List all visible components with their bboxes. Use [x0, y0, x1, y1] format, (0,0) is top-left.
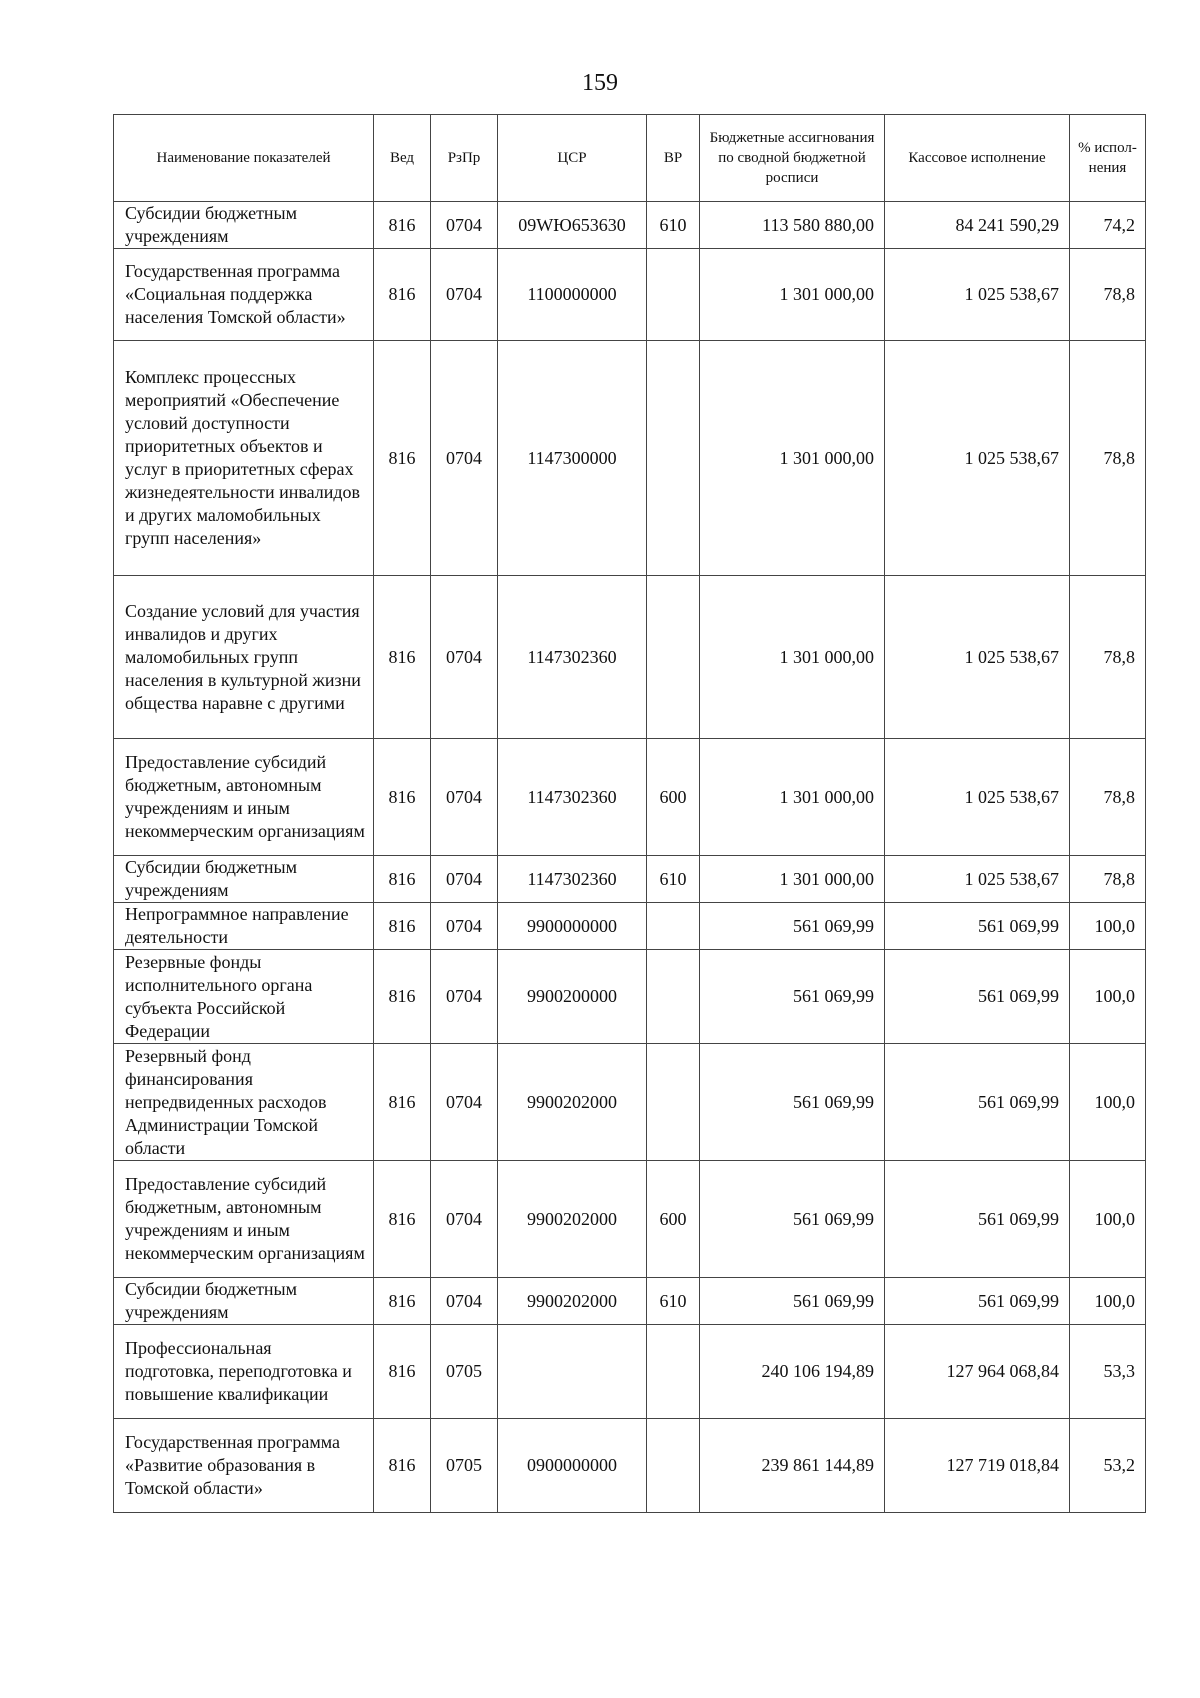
row-rzpr: 0704	[431, 903, 498, 950]
row-cash: 1 025 538,67	[885, 576, 1070, 739]
row-percent: 78,8	[1070, 739, 1146, 856]
table-row	[114, 202, 1146, 249]
table-row	[114, 950, 1146, 1044]
row-budget: 561 069,99	[700, 1044, 885, 1161]
row-csr: 9900202000	[498, 1278, 647, 1325]
table-row	[114, 341, 1146, 576]
row-csr: 1147302360	[498, 856, 647, 903]
row-ved: 816	[374, 341, 431, 576]
row-name: Непрограммное направление деятельности	[114, 903, 374, 950]
row-name: Субсидии бюджетным учреждениям	[114, 202, 374, 249]
row-percent: 100,0	[1070, 1278, 1146, 1325]
column-header-cash: Кассовое исполнение	[885, 115, 1070, 202]
row-rzpr: 0704	[431, 576, 498, 739]
row-name: Резервные фонды исполнительного органа субъекта Российской Федерации	[114, 950, 374, 1044]
row-percent: 100,0	[1070, 950, 1146, 1044]
row-percent: 100,0	[1070, 903, 1146, 950]
row-ved: 816	[374, 202, 431, 249]
row-rzpr: 0704	[431, 950, 498, 1044]
row-budget: 1 301 000,00	[700, 739, 885, 856]
row-percent: 74,2	[1070, 202, 1146, 249]
row-cash: 84 241 590,29	[885, 202, 1070, 249]
row-cash: 561 069,99	[885, 903, 1070, 950]
column-header-ved: Вед	[374, 115, 431, 202]
row-csr: 9900000000	[498, 903, 647, 950]
row-rzpr: 0704	[431, 249, 498, 341]
row-rzpr: 0704	[431, 202, 498, 249]
table-header	[114, 115, 1146, 202]
row-cash: 561 069,99	[885, 1044, 1070, 1161]
row-cash: 1 025 538,67	[885, 249, 1070, 341]
row-budget: 240 106 194,89	[700, 1325, 885, 1419]
row-budget: 1 301 000,00	[700, 576, 885, 739]
row-cash: 1 025 538,67	[885, 856, 1070, 903]
row-vr: 600	[647, 739, 700, 856]
row-name: Государственная программа «Социальная поддержка населения Томской области»	[114, 249, 374, 341]
row-ved: 816	[374, 739, 431, 856]
row-csr	[498, 1325, 647, 1419]
table-row	[114, 856, 1146, 903]
row-rzpr: 0705	[431, 1325, 498, 1419]
row-csr: 09WЮ653630	[498, 202, 647, 249]
row-vr: 610	[647, 856, 700, 903]
row-vr	[647, 903, 700, 950]
row-percent: 78,8	[1070, 341, 1146, 576]
row-rzpr: 0704	[431, 1161, 498, 1278]
row-vr	[647, 950, 700, 1044]
row-budget: 561 069,99	[700, 1278, 885, 1325]
row-percent: 100,0	[1070, 1044, 1146, 1161]
row-ved: 816	[374, 950, 431, 1044]
column-header-vr: ВР	[647, 115, 700, 202]
row-csr: 1100000000	[498, 249, 647, 341]
row-percent: 100,0	[1070, 1161, 1146, 1278]
row-vr: 610	[647, 1278, 700, 1325]
row-vr	[647, 341, 700, 576]
column-header-csr: ЦСР	[498, 115, 647, 202]
row-name: Предоставление субсидий бюджетным, автономным учреждениям и иным некоммерческим организациям	[114, 739, 374, 856]
row-ved: 816	[374, 1419, 431, 1513]
row-ved: 816	[374, 1161, 431, 1278]
row-budget: 561 069,99	[700, 903, 885, 950]
table-row	[114, 1419, 1146, 1513]
row-budget: 1 301 000,00	[700, 341, 885, 576]
row-csr: 9900202000	[498, 1044, 647, 1161]
table-row	[114, 249, 1146, 341]
row-name: Субсидии бюджетным учреждениям	[114, 1278, 374, 1325]
row-percent: 53,2	[1070, 1419, 1146, 1513]
row-vr: 600	[647, 1161, 700, 1278]
row-ved: 816	[374, 856, 431, 903]
row-name: Субсидии бюджетным учреждениям	[114, 856, 374, 903]
row-ved: 816	[374, 1278, 431, 1325]
row-vr	[647, 1325, 700, 1419]
table-row	[114, 903, 1146, 950]
row-percent: 78,8	[1070, 856, 1146, 903]
row-vr	[647, 1419, 700, 1513]
row-ved: 816	[374, 903, 431, 950]
table-row	[114, 1325, 1146, 1419]
table-row	[114, 739, 1146, 856]
row-percent: 78,8	[1070, 576, 1146, 739]
row-rzpr: 0704	[431, 1278, 498, 1325]
row-percent: 78,8	[1070, 249, 1146, 341]
row-name: Создание условий для участия инвалидов и других маломобильных групп населения в культурной жизни общества наравне с другими	[114, 576, 374, 739]
row-cash: 561 069,99	[885, 1161, 1070, 1278]
row-budget: 561 069,99	[700, 950, 885, 1044]
row-budget: 239 861 144,89	[700, 1419, 885, 1513]
table-row	[114, 1044, 1146, 1161]
row-rzpr: 0704	[431, 341, 498, 576]
row-name: Государственная программа «Развитие образования в Томской области»	[114, 1419, 374, 1513]
column-header-percent: % испол-нения	[1070, 115, 1146, 202]
row-csr: 9900202000	[498, 1161, 647, 1278]
row-csr: 1147300000	[498, 341, 647, 576]
row-ved: 816	[374, 1044, 431, 1161]
row-ved: 816	[374, 576, 431, 739]
row-budget: 1 301 000,00	[700, 856, 885, 903]
row-budget: 561 069,99	[700, 1161, 885, 1278]
row-name: Профессиональная подготовка, переподготовка и повышение квалификации	[114, 1325, 374, 1419]
row-ved: 816	[374, 249, 431, 341]
row-ved: 816	[374, 1325, 431, 1419]
row-rzpr: 0705	[431, 1419, 498, 1513]
row-vr	[647, 576, 700, 739]
column-header-rzpr: РзПр	[431, 115, 498, 202]
row-cash: 127 719 018,84	[885, 1419, 1070, 1513]
row-rzpr: 0704	[431, 856, 498, 903]
row-vr	[647, 249, 700, 341]
table-row	[114, 1278, 1146, 1325]
row-rzpr: 0704	[431, 739, 498, 856]
row-cash: 1 025 538,67	[885, 341, 1070, 576]
row-csr: 1147302360	[498, 739, 647, 856]
column-header-budget: Бюджетные ассигнования по сводной бюджетной росписи	[700, 115, 885, 202]
row-name: Резервный фонд финансирования непредвиденных расходов Администрации Томской области	[114, 1044, 374, 1161]
row-cash: 561 069,99	[885, 950, 1070, 1044]
row-cash: 561 069,99	[885, 1278, 1070, 1325]
table-row	[114, 576, 1146, 739]
page-number: 159	[582, 70, 618, 96]
table-row	[114, 1161, 1146, 1278]
row-vr: 610	[647, 202, 700, 249]
row-budget: 113 580 880,00	[700, 202, 885, 249]
row-csr: 0900000000	[498, 1419, 647, 1513]
budget-table	[113, 114, 1146, 1513]
row-name: Комплекс процессных мероприятий «Обеспечение условий доступности приоритетных объектов и услуг в приоритетных сферах жизнедеятельности инвалидов и других маломобильных групп населения»	[114, 341, 374, 576]
row-csr: 9900200000	[498, 950, 647, 1044]
row-name: Предоставление субсидий бюджетным, автономным учреждениям и иным некоммерческим организациям	[114, 1161, 374, 1278]
table-body	[114, 202, 1146, 1513]
row-csr: 1147302360	[498, 576, 647, 739]
row-budget: 1 301 000,00	[700, 249, 885, 341]
row-percent: 53,3	[1070, 1325, 1146, 1419]
column-header-name: Наименование показателей	[114, 115, 374, 202]
row-rzpr: 0704	[431, 1044, 498, 1161]
row-cash: 127 964 068,84	[885, 1325, 1070, 1419]
row-cash: 1 025 538,67	[885, 739, 1070, 856]
row-vr	[647, 1044, 700, 1161]
